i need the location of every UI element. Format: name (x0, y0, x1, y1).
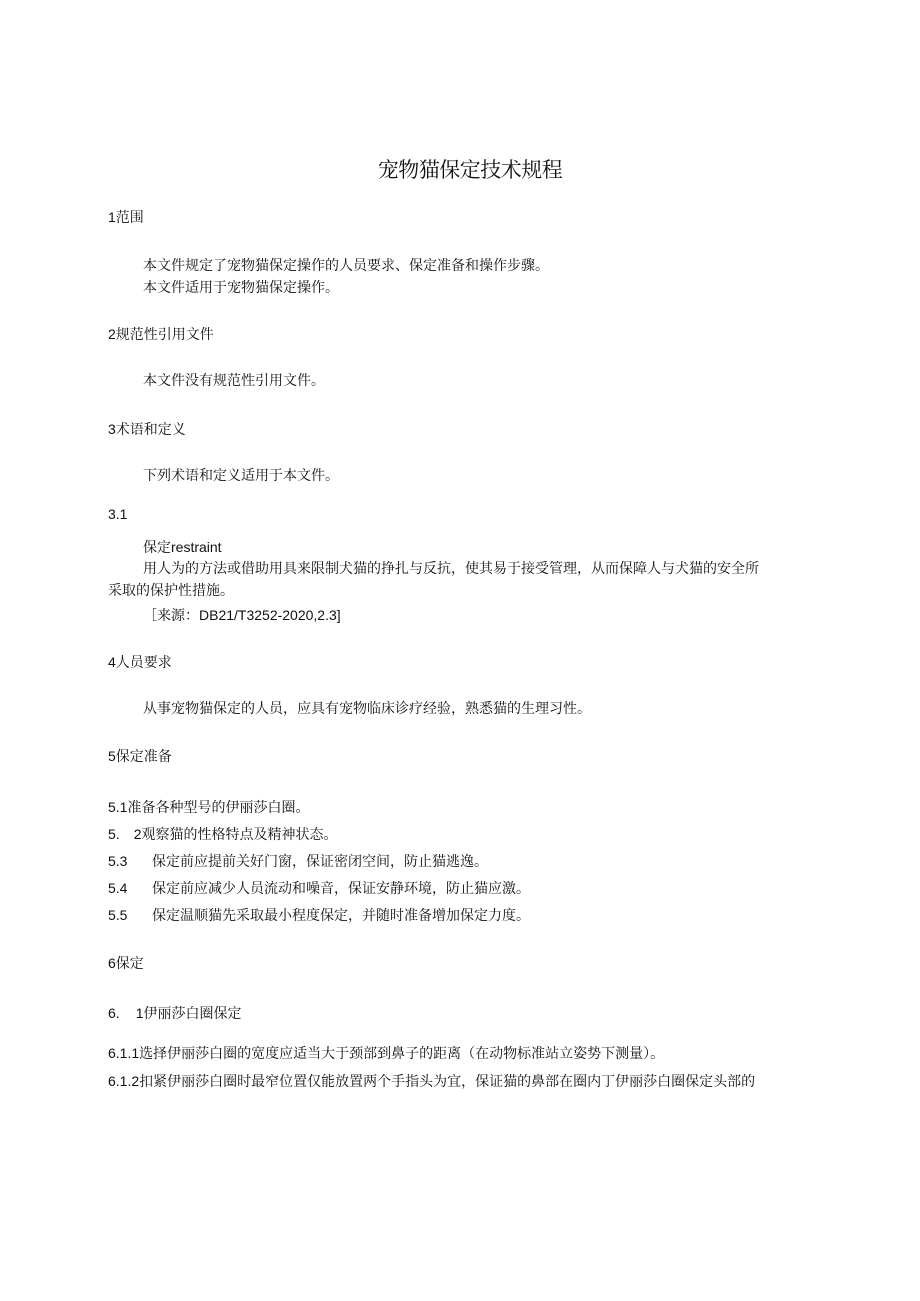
list-item-number-part: 2 (133, 826, 142, 842)
list-item-text: 观察猫的性格特点及精神状态。 (141, 827, 338, 843)
source-prefix: ［来源： (143, 608, 199, 624)
list-item-text: 选择伊丽莎白圈的宽度应适当大于颈部到鼻子的距离（在动物标准站立姿势下测量）。 (139, 1046, 665, 1062)
subsection-number-part: 1 (135, 1005, 144, 1021)
section-number: 1 (108, 209, 116, 225)
section-title: 保定 (115, 956, 144, 972)
list-item-text: 扣紧伊丽莎白圈时最窄位置仅能放置两个手指头为宜，保证猫的鼻部在圈内丁伊丽莎白圈保定头部的 (139, 1074, 756, 1090)
subsection-number: 6. (108, 1005, 120, 1021)
section-title: 规范性引用文件 (115, 327, 214, 343)
document-title: 宠物猫保定技术规程 (377, 158, 563, 182)
term-number: 3.1 (108, 506, 128, 522)
list-item (108, 824, 337, 845)
term-entry (143, 537, 222, 558)
section-number: 4 (108, 654, 116, 670)
term-source (143, 605, 341, 626)
list-item (108, 905, 530, 926)
paragraph: 下列术语和定义适用于本文件。 (143, 468, 339, 484)
list-item-number: 6.1.1 (108, 1045, 140, 1061)
section-number: 2 (108, 326, 116, 342)
term-definition-line: 用人为的方法或借助用具来限制犬猫的挣扎与反抗，使其易于接受管理，从而保障人与犬猫的安全所 (143, 561, 759, 577)
list-item (108, 1071, 755, 1092)
section-number: 3 (108, 421, 116, 437)
section-2-heading (108, 324, 214, 345)
list-item-number: 5.4 (108, 880, 128, 896)
list-item (108, 1043, 664, 1064)
paragraph: 本文件规定了宠物猫保定操作的人员要求、保定准备和操作步骤。 (143, 258, 549, 274)
section-number: 5 (108, 748, 116, 764)
list-item (108, 851, 488, 872)
section-4-heading (108, 652, 172, 673)
list-item-text: 准备各种型号的伊丽莎白圈。 (127, 800, 310, 816)
list-item-number: 5.3 (108, 853, 128, 869)
section-title: 范围 (115, 210, 144, 226)
section-title: 保定准备 (115, 749, 172, 765)
paragraph: 从事宠物猫保定的人员，应具有宠物临床诊疗经验，熟悉猫的生理习性。 (143, 701, 591, 717)
term-chinese: 保定 (143, 540, 171, 556)
term-english: restraint (171, 539, 222, 555)
section-title: 人员要求 (115, 655, 172, 671)
subsection-heading (108, 1003, 241, 1024)
section-6-heading (108, 953, 144, 974)
list-item-number: 5.5 (108, 907, 128, 923)
list-item-number: 5. (108, 826, 120, 842)
list-item-text: 保定前应减少人员流动和噪音，保证安静环境，防止猫应激。 (152, 881, 530, 897)
section-number: 6 (108, 955, 116, 971)
list-item-number: 6.1.2 (108, 1073, 140, 1089)
term-definition-line: 采取的保护性措施。 (108, 583, 234, 599)
subsection-title: 伊丽莎白圈保定 (143, 1006, 242, 1022)
section-3-heading (108, 419, 186, 440)
paragraph: 本文件适用于宠物猫保定操作。 (143, 280, 339, 296)
source-reference: DB21/T3252-2020,2.3] (199, 607, 341, 623)
list-item (108, 797, 309, 818)
section-1-heading (108, 207, 144, 228)
paragraph: 本文件没有规范性引用文件。 (143, 373, 325, 389)
list-item-text: 保定前应提前关好门窗，保证密闭空间，防止猫逃逸。 (152, 854, 488, 870)
section-title: 术语和定义 (115, 422, 186, 438)
list-item-text: 保定温顺猫先采取最小程度保定，并随时准备增加保定力度。 (152, 908, 530, 924)
list-item-number: 5.1 (108, 799, 128, 815)
section-5-heading (108, 746, 172, 767)
list-item (108, 878, 530, 899)
